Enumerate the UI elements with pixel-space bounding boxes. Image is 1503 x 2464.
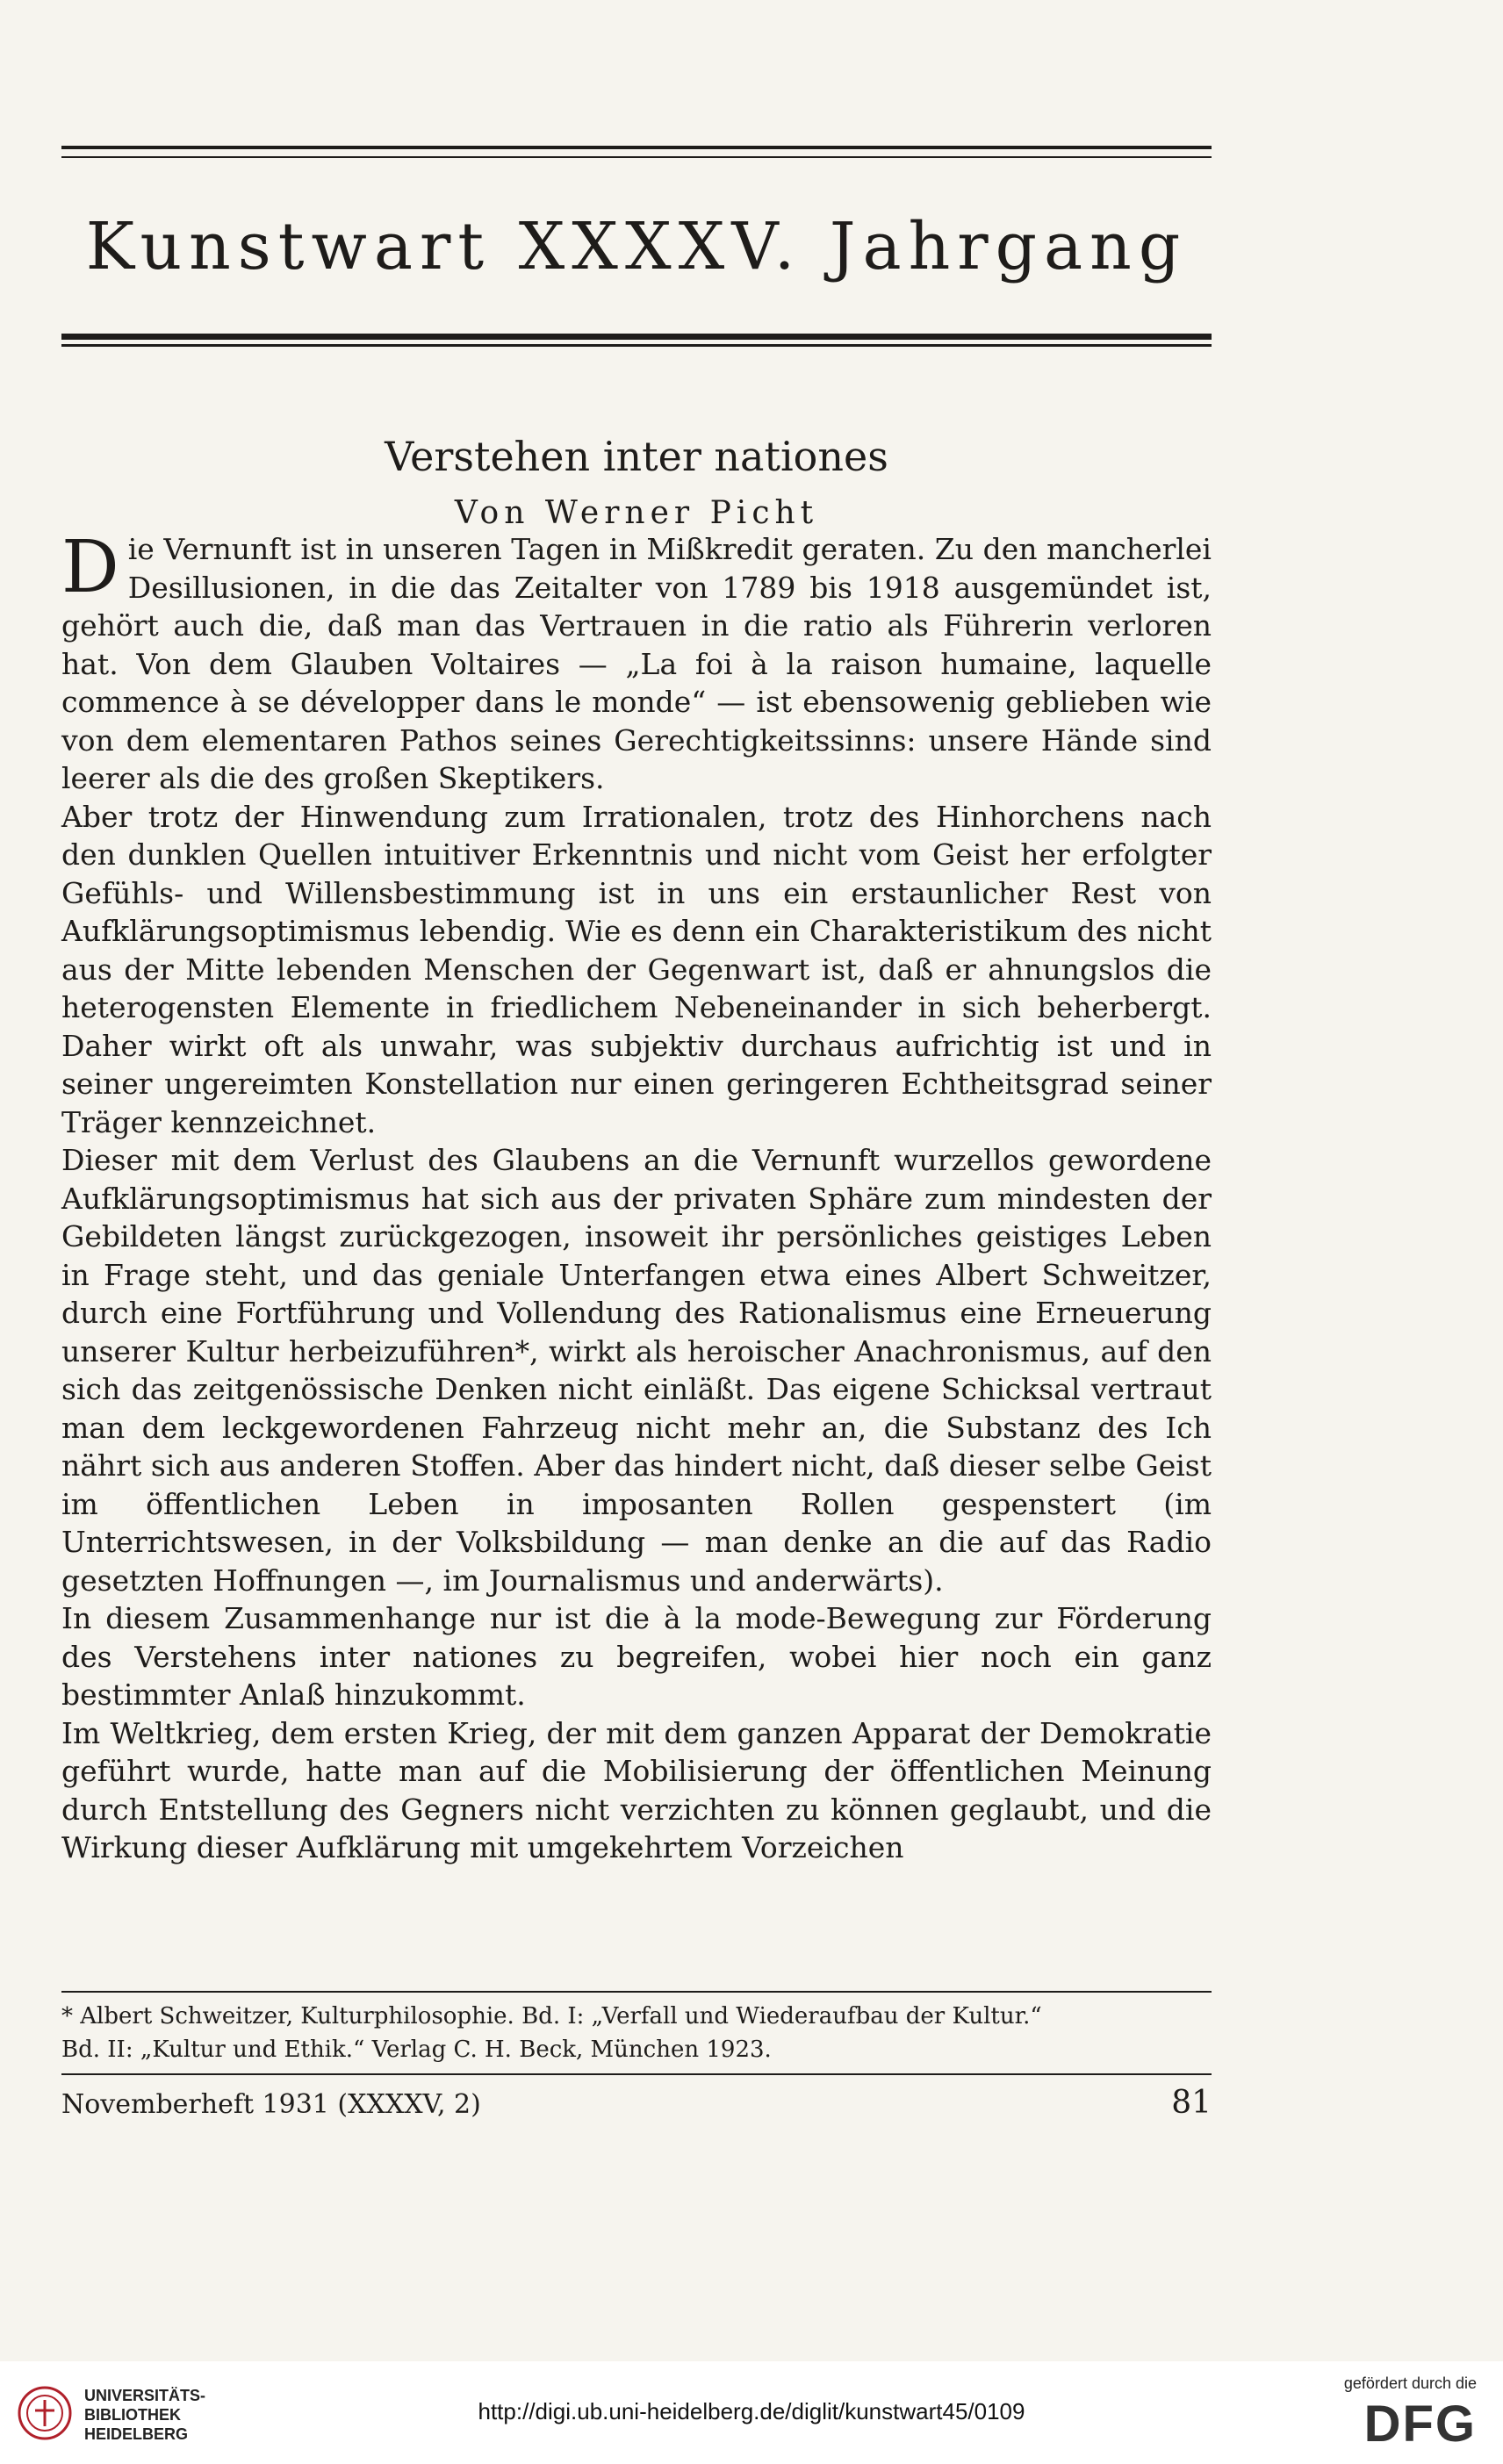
article-body <box>61 526 1212 1867</box>
masthead-rule-bottom-thin <box>61 344 1212 347</box>
paragraph-4: In diesem Zusammenhange nur ist die à la mode-Bewegung zur Förderung des Verstehens inter nationes zu begreifen, wobei hier noch ein ganz bestimmter Anlaß hinzukommt. <box>61 1601 1212 1712</box>
paragraph-1-text: ie Vernunft ist in unseren Tagen in Mißkredit geraten. Zu den mancherlei Desillusionen, in die das Zeitalter von 1789 bis 1918 ausgemündet ist, gehört auch die, daß man das Vertrauen in die ratio als Führerin verloren hat. Von dem Glauben Voltaires — „La foi à la raison humaine, laquelle commence à se développer dans le monde“ — ist ebensowenig geblieben wie von dem elementaren Pathos seines Gerechtigkeitssinns: unsere Hände sind leerer als die des großen Skeptikers. <box>61 532 1212 795</box>
footer-rule <box>61 2073 1212 2075</box>
masthead-rule-top <box>61 146 1212 149</box>
article-author: Von Werner Picht <box>454 495 819 531</box>
paragraph-1 <box>61 526 1212 798</box>
dfg-logo: DFG <box>1363 2396 1477 2453</box>
paragraph-3: Dieser mit dem Verlust des Glaubens an die Vernunft wurzellos gewordene Aufklärungsoptimismus hat sich aus der privaten Sphäre zum mindesten der Gebildeten längst zurückgezogen, insoweit ihr persönliches geistiges Leben in Frage steht, und das geniale Unterfangen etwa eines Albert Schweitzer, durch eine Fortführung und Vollendung des Rationalismus eine Erneuerung unserer Kultur herbeizuführen*, wirkt als heroischer Anachronismus, auf den sich das zeitgenössische Denken nicht einläßt. Das eigene Schicksal vertraut man dem leckgewordenen Fahrzeug nicht mehr an, die Substanz des Ich nährt sich aus anderen Stoffen. Aber das hindert nicht, daß dieser selbe Geist im öffentlichen Leben in imposanten Rollen gespenstert (im Unterrichtswesen, in der Volksbildung — man denke an die auf das Radio gesetzten Hoffnungen —, im Journalismus und anderwärts). <box>61 1143 1212 1598</box>
drop-cap: D <box>61 526 119 609</box>
masthead-rule-bottom <box>61 334 1212 340</box>
page-number: 81 <box>1171 2085 1212 2121</box>
library-name-line-2: BIBLIOTHEK <box>84 2406 181 2424</box>
footnote-line-1: * Albert Schweitzer, Kulturphilosophie. Bd. I: „Verfall und Wiederaufbau der Kultur.“ <box>61 2003 1042 2029</box>
footnote-rule <box>61 1991 1212 1993</box>
paragraph-2: Aber trotz der Hinwendung zum Irrationalen, trotz des Hinhorchens nach den dunklen Quellen intuitiver Erkenntnis und nicht vom Geist her erfolgter Gefühls- und Willensbestimmung ist in uns ein erstaunlicher Rest von Aufklärungsoptimismus lebendig. Wie es denn ein Charakteristikum des nicht aus der Mitte lebenden Menschen der Gegenwart ist, daß er ahnungslos die heterogensten Elemente in friedlichem Nebeneinander in sich beherbergt. Daher wirkt oft als unwahr, was subjektiv durchaus aufrichtig ist und in seiner ungereimten Konstellation nur einen geringeren Echtheitsgrad seiner Träger kennzeichnet. <box>61 799 1212 1139</box>
paragraph-5: Im Weltkrieg, dem ersten Krieg, der mit dem ganzen Apparat der Demokratie geführt wurde, hatte man auf die Mobilisierung der öffentlichen Meinung durch Entstellung des Gegners nicht verzichten zu können geglaubt, und die Wirkung dieser Aufklärung mit umgekehrtem Vorzeichen <box>61 1715 1212 1864</box>
masthead-rule-top-thin <box>61 156 1212 158</box>
issue-label: Novemberheft 1931 (XXXXV, 2) <box>61 2089 481 2120</box>
footnote <box>61 2000 1212 2066</box>
library-name-line-3: HEIDELBERG <box>84 2425 189 2443</box>
footnote-line-2: Bd. II: „Kultur und Ethik.“ Verlag C. H. Beck, München 1923. <box>61 2037 772 2063</box>
masthead: Kunstwart XXXXV. Jahrgang <box>85 209 1188 284</box>
library-name-line-1: UNIVERSITÄTS- <box>84 2387 206 2404</box>
article-title: Verstehen inter nationes <box>385 433 888 480</box>
funder-label: gefördert durch die <box>1343 2374 1477 2392</box>
source-url-link[interactable]: http://digi.ub.uni-heidelberg.de/diglit/kunstwart45/0109 <box>478 2398 1025 2424</box>
